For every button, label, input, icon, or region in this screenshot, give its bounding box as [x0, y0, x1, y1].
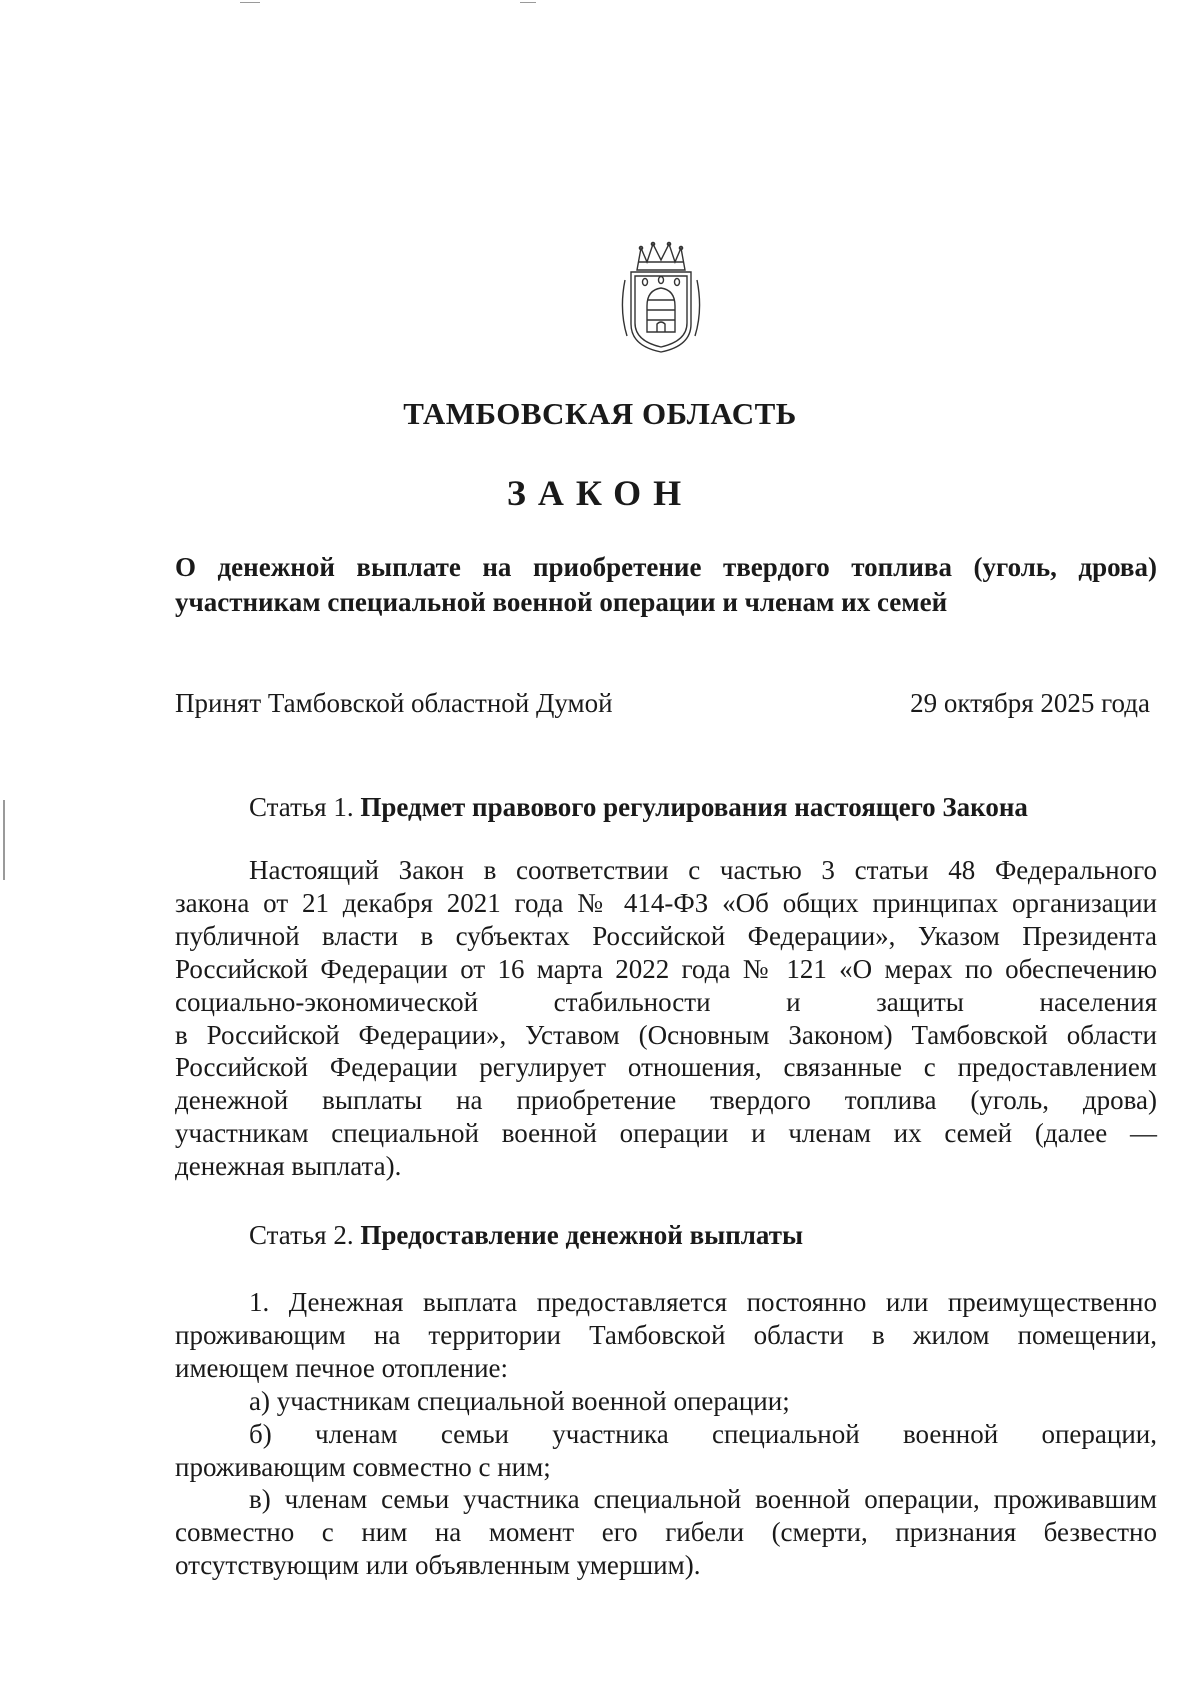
body-line: совместно с ним на момент его гибели (смерти, признания безвестно	[175, 1517, 1157, 1548]
scan-edge-mark	[3, 800, 5, 880]
body-line: публичной власти в субъектах Российской Федерации», Указом Президента	[175, 920, 1157, 951]
body-line: Российской Федерации регулирует отношения, связанные с предоставлением	[175, 1052, 1157, 1083]
article-2-body	[175, 1286, 1157, 1582]
law-title-line: О денежной выплате на приобретение твердого топлива (уголь, дрова)	[175, 552, 1157, 582]
body-line: в) членам семьи участника специальной военной операции, проживавшим	[249, 1484, 1157, 1515]
coat-of-arms-emblem	[615, 240, 707, 356]
adoption-body: Принят Тамбовской областной Думой	[175, 688, 613, 718]
article-label: Статья 1.	[249, 792, 354, 822]
body-line: социально-экономической стабильности и защиты населения	[175, 986, 1157, 1017]
body-line: в Российской Федерации», Уставом (Основным Законом) Тамбовской области	[175, 1019, 1157, 1050]
document-type-heading: ЗАКОН	[506, 473, 694, 513]
body-line: отсутствующим или объявленным умершим).	[175, 1550, 701, 1581]
scan-edge-mark	[240, 2, 260, 3]
article-2-heading	[249, 1220, 803, 1251]
body-line: 1. Денежная выплата предоставляется постоянно или преимущественно	[249, 1287, 1157, 1317]
body-line: участникам специальной военной операции и членам их семей (далее —	[175, 1118, 1157, 1149]
scan-edge-mark	[520, 2, 536, 3]
law-title	[175, 550, 1157, 620]
body-line: имеющем печное отопление:	[175, 1352, 509, 1383]
law-title-line: участникам специальной военной операции и членам их семей	[175, 587, 948, 617]
body-line: б) членам семьи участника специальной военной операции,	[249, 1418, 1157, 1449]
region-heading: ТАМБОВСКАЯ ОБЛАСТЬ	[403, 396, 797, 431]
article-1-heading	[249, 792, 1028, 823]
body-line: а) участникам специальной военной операции;	[249, 1385, 790, 1416]
adoption-info	[175, 688, 1150, 719]
body-line: проживающим на территории Тамбовской области в жилом помещении,	[175, 1319, 1157, 1350]
body-line: проживающим совместно с ним;	[175, 1451, 551, 1482]
article-title: Предоставление денежной выплаты	[360, 1220, 804, 1250]
article-title: Предмет правового регулирования настоящего Закона	[360, 792, 1028, 822]
body-line: Настоящий Закон в соответствии с частью 3 статьи 48 Федерального	[249, 855, 1157, 885]
article-label: Статья 2.	[249, 1220, 354, 1250]
adoption-date: 29 октября 2025 года	[910, 688, 1150, 718]
article-1-body	[175, 854, 1157, 1183]
body-line: Российской Федерации от 16 марта 2022 года № 121 «О мерах по обеспечению	[175, 953, 1157, 984]
body-line: денежной выплаты на приобретение твердого топлива (уголь, дрова)	[175, 1085, 1157, 1116]
body-line: денежная выплата).	[175, 1151, 402, 1182]
body-line: закона от 21 декабря 2021 года № 414-ФЗ «Об общих принципах организации	[175, 887, 1157, 918]
